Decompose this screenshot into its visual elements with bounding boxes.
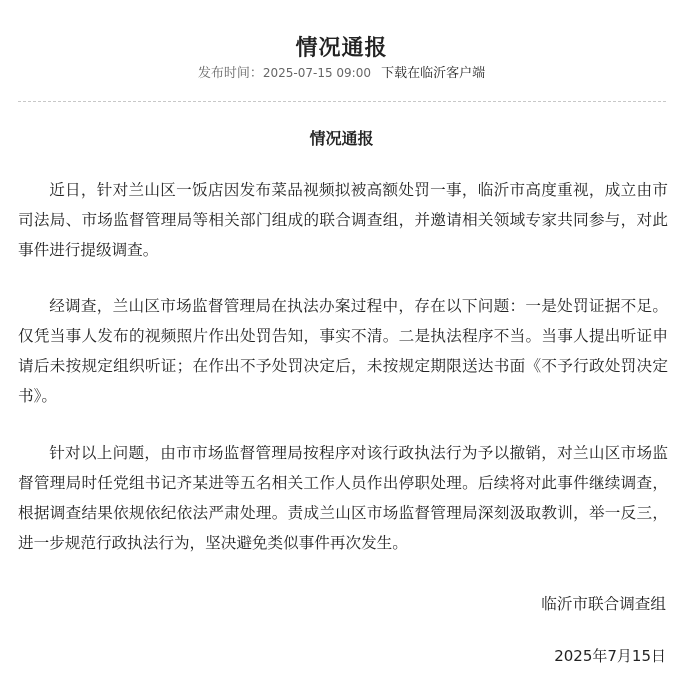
header-divider — [18, 101, 666, 102]
article-paragraph-3: 针对以上问题，由市市场监督管理局按程序对该行政执法行为予以撤销，对兰山区市场监督管理局时任党组书记齐某进等五名相关工作人员作出停职处理。后续将对此事件继续调查，根据调查结果依规依纪依法严肃处理。责成兰山区市场监督管理局深刻汲取教训，举一反三，进一步规范行政执法行为，坚决避免类似事件再次发生。 — [18, 444, 668, 552]
article-meta — [0, 63, 683, 84]
signature-issuer: 临沂市联合调查组 — [541, 595, 666, 613]
article-paragraph-2: 经调查，兰山区市场监督管理局在执法办案过程中，存在以下问题：一是处罚证据不足。仅凭当事人发布的视频照片作出处罚告知，事实不清。二是执法程序不当。当事人提出听证申请后未按规定组织听证；在作出不予处罚决定后，未按规定期限送达书面《不予行政处罚决定书》。 — [18, 297, 668, 405]
publish-time-value: 2025-07-15 09:00 — [262, 66, 371, 80]
publish-time-label: 发布时间： — [197, 66, 263, 81]
page-title: 情况通报 — [295, 35, 388, 61]
article-paragraph-1: 近日，针对兰山区一饭店因发布菜品视频拟被高额处罚一事，临沂市高度重视，成立由市司法局、市场监督管理局等相关部门组成的联合调查组，并邀请相关领域专家共同参与，对此事件进行提级调查。 — [18, 181, 668, 259]
download-app-link[interactable]: 下载在临沂客户端 — [381, 66, 486, 81]
signature-date: 2025年7月15日 — [554, 647, 666, 665]
document-title: 情况通报 — [309, 129, 374, 148]
